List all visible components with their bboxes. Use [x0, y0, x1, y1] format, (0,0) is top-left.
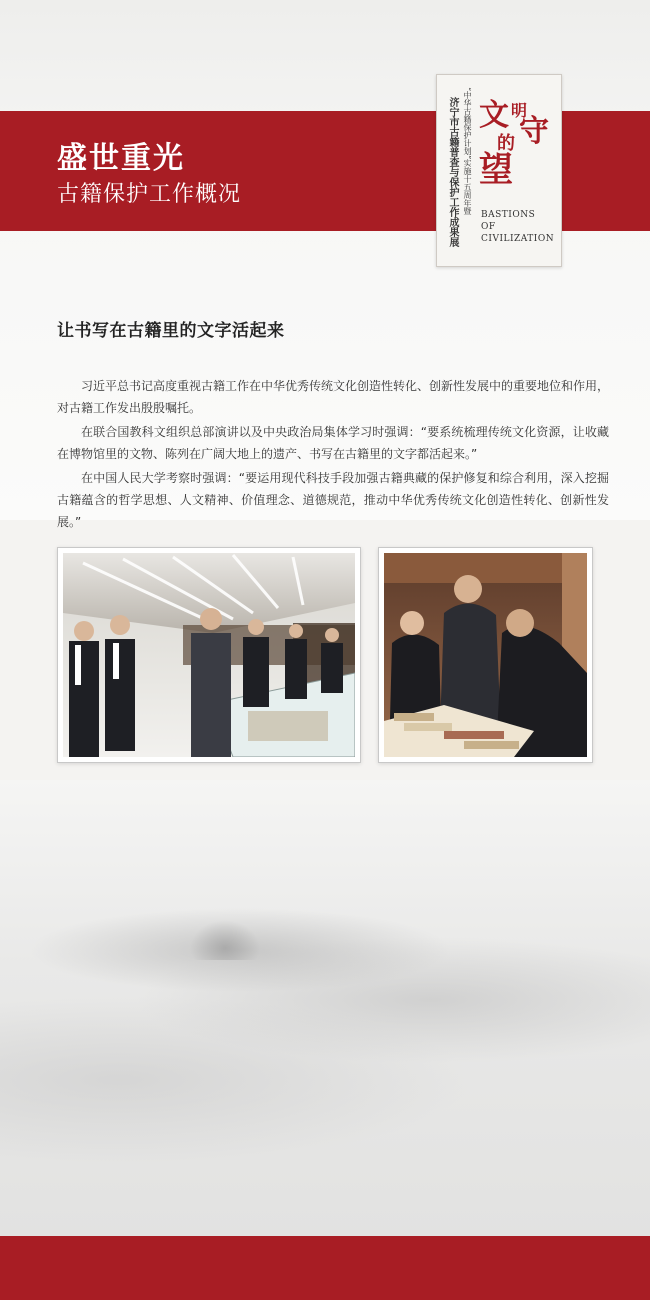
exhibition-badge	[436, 74, 562, 267]
badge-series-note: “中华古籍保护计划”实施十五周年暨	[463, 87, 472, 216]
brand-char: 的	[497, 133, 515, 154]
ink-landscape-background	[0, 780, 650, 1240]
brand-char: 守	[519, 114, 549, 149]
badge-brand-calligraphy	[479, 99, 559, 209]
badge-series-title: 济宁市古籍普查与保护工作成果展	[447, 97, 458, 247]
brand-char: 明	[511, 101, 528, 120]
banner-title: 盛世重光	[57, 141, 185, 176]
section-heading: 让书写在古籍里的文字活起来	[57, 321, 285, 341]
body-paragraph: 在中国人民大学考察时强调：“要运用现代科技手段加强古籍典藏的保护修复和综合利用，深入挖掘古籍蕴含的哲学思想、人文精神、价值理念、道德规范，推动中华优秀传统文化创造性转化、创新性发展。”	[57, 471, 609, 529]
brand-char: 望	[479, 150, 513, 190]
badge-english-line: CIVILIZATION	[481, 234, 555, 244]
brand-char: 文	[479, 98, 509, 133]
library-visit-photo	[57, 547, 361, 763]
mountain-silhouette	[190, 920, 260, 960]
body-paragraph: 在联合国教科文组织总部演讲以及中央政治局集体学习时强调：“要系统梳理传统文化资源，让收藏在博物馆里的文物、陈列在广阔大地上的遗产、书写在古籍里的文字都活起来。”	[57, 425, 609, 461]
footer-band	[0, 1236, 650, 1300]
library-visit-photo-image	[63, 553, 355, 757]
badge-english-line: OF	[481, 222, 496, 232]
badge-english-line: BASTIONS	[481, 210, 536, 220]
book-inspection-photo-image	[384, 553, 587, 757]
body-paragraph: 习近平总书记高度重视古籍工作在中华优秀传统文化创造性转化、创新性发展中的重要地位和作用，对古籍工作发出殷殷嘱托。	[57, 379, 610, 415]
badge-english-title	[481, 209, 561, 245]
book-inspection-photo	[378, 547, 593, 763]
banner-subtitle: 古籍保护工作概况	[57, 182, 242, 207]
